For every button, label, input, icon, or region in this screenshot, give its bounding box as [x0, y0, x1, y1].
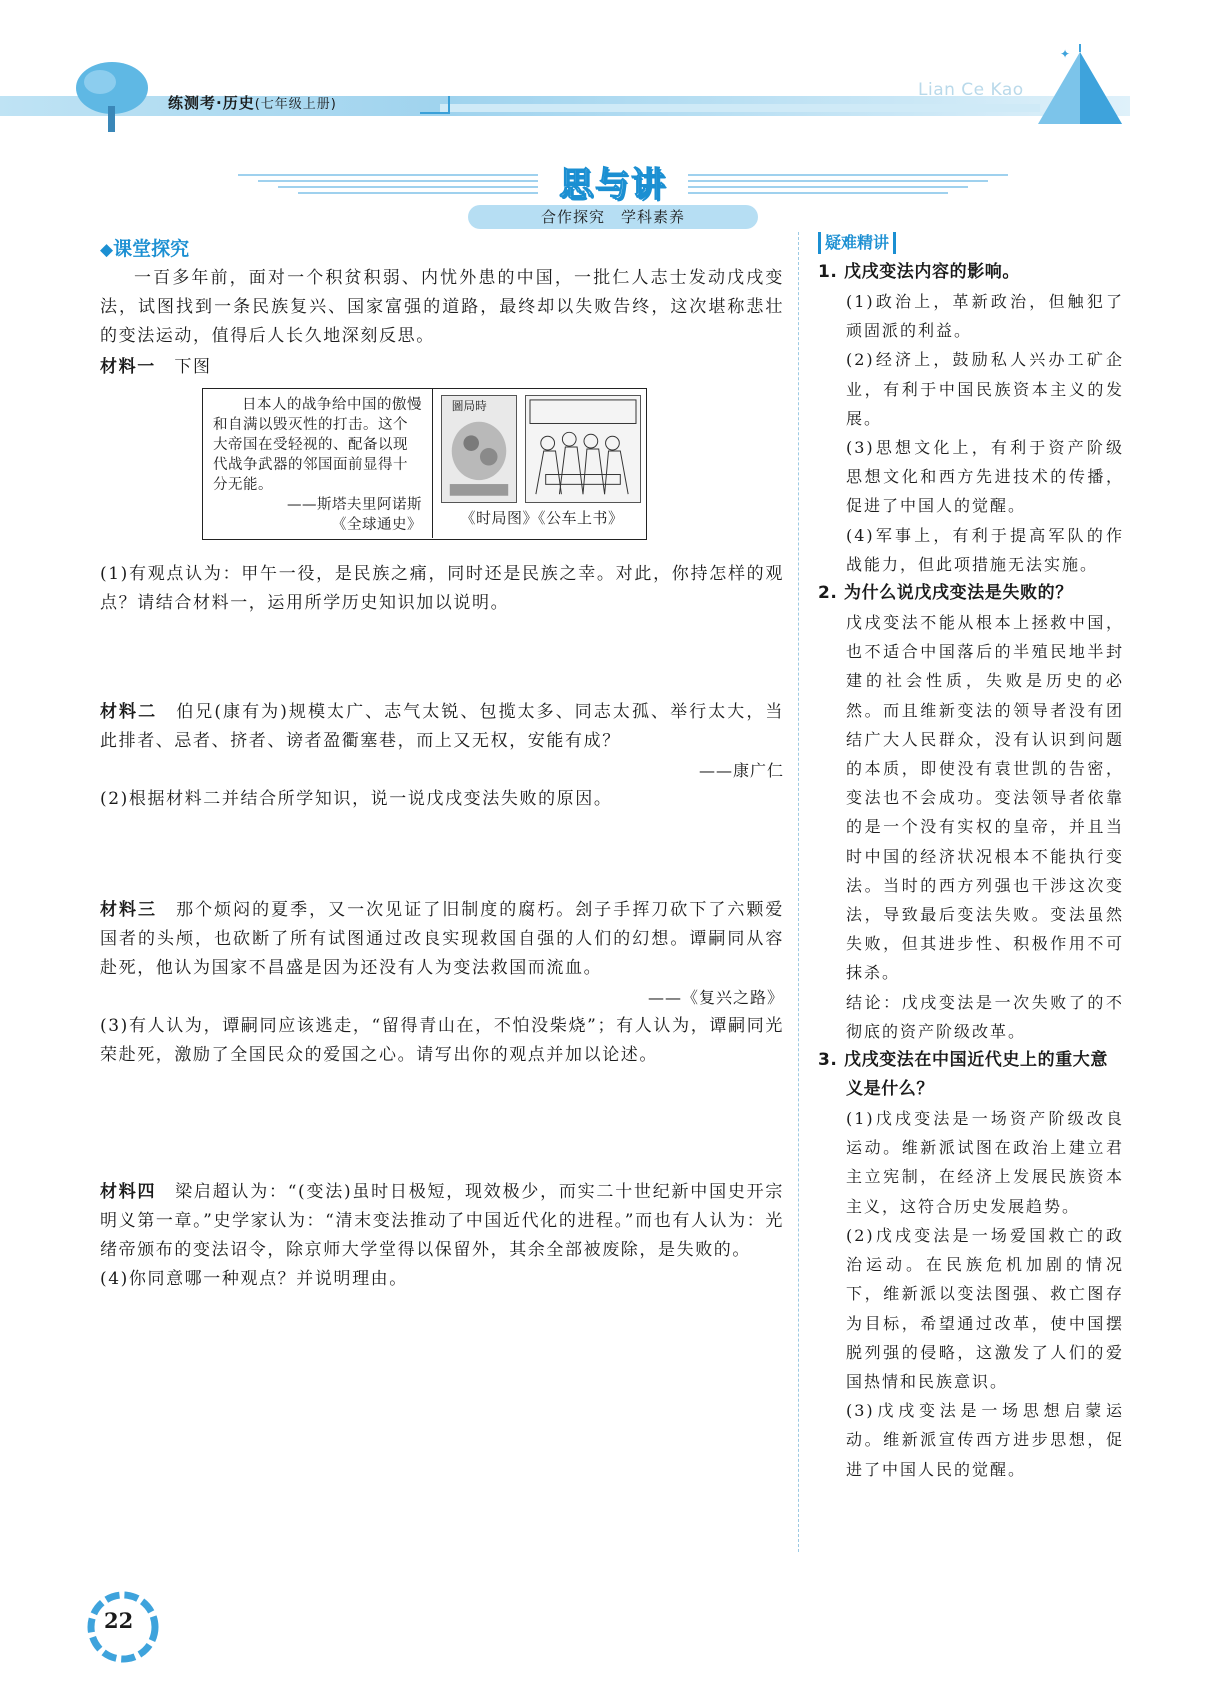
section-banner-title: 思与讲: [559, 165, 667, 205]
question-3: (3)有人认为，谭嗣同应该逃走，“留得青山在，不怕没柴烧”；有人认为，谭嗣同光荣赴死，激励了全国民众的爱国之心。请写出你的观点并加以论述。: [100, 1016, 784, 1065]
svg-text:✦: ✦: [1060, 47, 1071, 61]
answer-space-1: [100, 618, 784, 698]
shiju-map-image: [441, 395, 517, 503]
material-3: 材料三 那个烦闷的夏季，又一次见证了旧制度的腐朽。刽子手挥刀砍下了六颗爱国者的头颅，也砍断了所有试图通过改良实现救国自强的人们的幻想。谭嗣同从容赴死，他认为国家不昌盛是因为还没有人为变法救国而流血。: [100, 900, 784, 978]
gongche-shangshu-image: [525, 395, 641, 503]
material-4: 材料四 梁启超认为：“(变法)虽时日极短，现效极少，而实二十世纪新中国史开宗明义第一章。”史学家认为：“清末变法推动了中国近代化的进程。”而也有人认为：光绪帝颁布的变法诏令，除京师大学堂得以保留外，其余全部被废除，是失败的。: [100, 1182, 784, 1260]
intro-paragraph: 一百多年前，面对一个积贫积弱、内忧外患的中国，一批仁人志士发动戊戌变法，试图找到一条民族复兴、国家富强的道路，最终却以失败告终，这次堪称悲壮的变法运动，值得后人长久地深刻反思。: [100, 268, 784, 346]
page-number: 22: [104, 1608, 134, 1633]
section-banner-subtitle: 合作探究 学科素养: [468, 205, 758, 229]
header-bar-inner: [440, 104, 1040, 112]
sidebar-q2-conclusion: 结论：戊戌变法是一次失败了的不彻底的资产阶级改革。: [846, 992, 1124, 1041]
figure-spacer: [100, 382, 784, 560]
sidebar-q3-item: (2)戊戌变法是一场爱国救亡的政治运动。在民族危机加剧的情况下，维新派以变法图强、救亡图存为目标，希望通过改革，使中国摆脱列强的侵略，这激发了人们的爱国热情和民族意识。: [846, 1225, 1124, 1391]
shiju-map-title: 圖局時: [451, 399, 487, 414]
sidebar-notes: [818, 232, 1124, 1484]
sidebar-q3-item: (3)戊戌变法是一场思想启蒙运动。维新派宣传西方进步思想，促进了中国人民的觉醒。: [846, 1401, 1124, 1479]
sidebar-q1-item: (2)经济上，鼓励私人兴办工矿企业，有利于中国民族资本主义的发展。: [846, 350, 1124, 428]
question-1: (1)有观点认为：甲午一役，是民族之痛，同时还是民族之幸。对此，你持怎样的观点？请结合材料一，运用所学历史知识加以说明。: [100, 564, 784, 613]
tree-icon: [72, 58, 152, 138]
column-divider: [798, 232, 799, 1552]
material-3-source: ——《复兴之路》: [647, 988, 784, 1007]
main-column: [100, 234, 784, 1294]
answer-space-3: [100, 1070, 784, 1178]
sidebar-heading: 疑难精讲: [818, 232, 896, 254]
sidebar-q3-item: (1)戊戌变法是一场资产阶级改良运动。维新派试图在政治上建立君主立宪制，在经济上发展民族资本主义，这符合历史发展趋势。: [846, 1109, 1124, 1216]
answer-space-2: [100, 814, 784, 896]
section-heading: ◆课堂探究: [100, 238, 190, 260]
tent-logo-icon: [1030, 44, 1130, 126]
diamond-icon: ◆: [100, 240, 114, 260]
sidebar-q1-item: (3)思想文化上，有利于资产阶级思想文化和西方先进技术的传播，促进了中国人的觉醒。: [846, 438, 1124, 516]
header-hook: [420, 96, 450, 114]
material-2: 材料二 伯兄(康有为)规模太广、志气太锐、包揽太多、同志太孤、举行太大，当此排者、忌者、挤者、谤者盈衢塞巷，而上又无权，安能有成？: [100, 702, 784, 751]
sidebar-question-1: 1. 戊戌变法内容的影响。: [818, 262, 1021, 282]
brand-text: Lian Ce Kao: [918, 80, 1024, 100]
book-title: 练测考·历史(七年级上册): [168, 94, 337, 112]
sidebar-question-2: 2. 为什么说戊戌变法是失败的？: [818, 583, 1073, 604]
figure-caption: 《时局图》《公车上书》: [460, 509, 624, 527]
material-1-line: 材料一 下图: [100, 357, 212, 377]
sidebar-q1-item: (1)政治上，革新政治，但触犯了顽固派的利益。: [846, 292, 1124, 341]
page-header: [0, 40, 1224, 150]
question-2: (2)根据材料二并结合所学知识，说一说戊戌变法失败的原因。: [100, 789, 613, 809]
sidebar-question-3: 3. 戊戌变法在中国近代史上的重大意义是什么？: [818, 1050, 1109, 1100]
material-2-source: ——康广仁: [698, 761, 784, 780]
sidebar-q1-item: (4)军事上，有利于提高军队的作战能力，但此项措施无法实施。: [846, 525, 1124, 574]
sidebar-q2-body: 戊戌变法不能从根本上拯救中国，也不适合中国落后的半殖民地半封建的社会性质，失败是历史的必然。而且维新变法的领导者没有团结广大人民群众，没有认识到问题的本质，即使没有袁世凯的告密，变法也不会成功。变法领导者依靠的是一个没有实权的皇帝，并且当时中国的经济状况根本不能执行变法。当时的西方列强也干涉这次变法，导致最后变法失败。变法虽然失败，但其进步性、积极作用不可抹杀。: [846, 613, 1124, 983]
material-1-figure: [202, 388, 647, 540]
question-4: (4)你同意哪一种观点？并说明理由。: [100, 1269, 408, 1289]
figure-quote: 日本人的战争给中国的傲慢和自满以毁灭性的打击。这个大帝国在受轻视的、配备以现代战争武器的邻国面前显得十分无能。 ——斯塔夫里阿诺斯 《全球通史》: [203, 389, 433, 538]
